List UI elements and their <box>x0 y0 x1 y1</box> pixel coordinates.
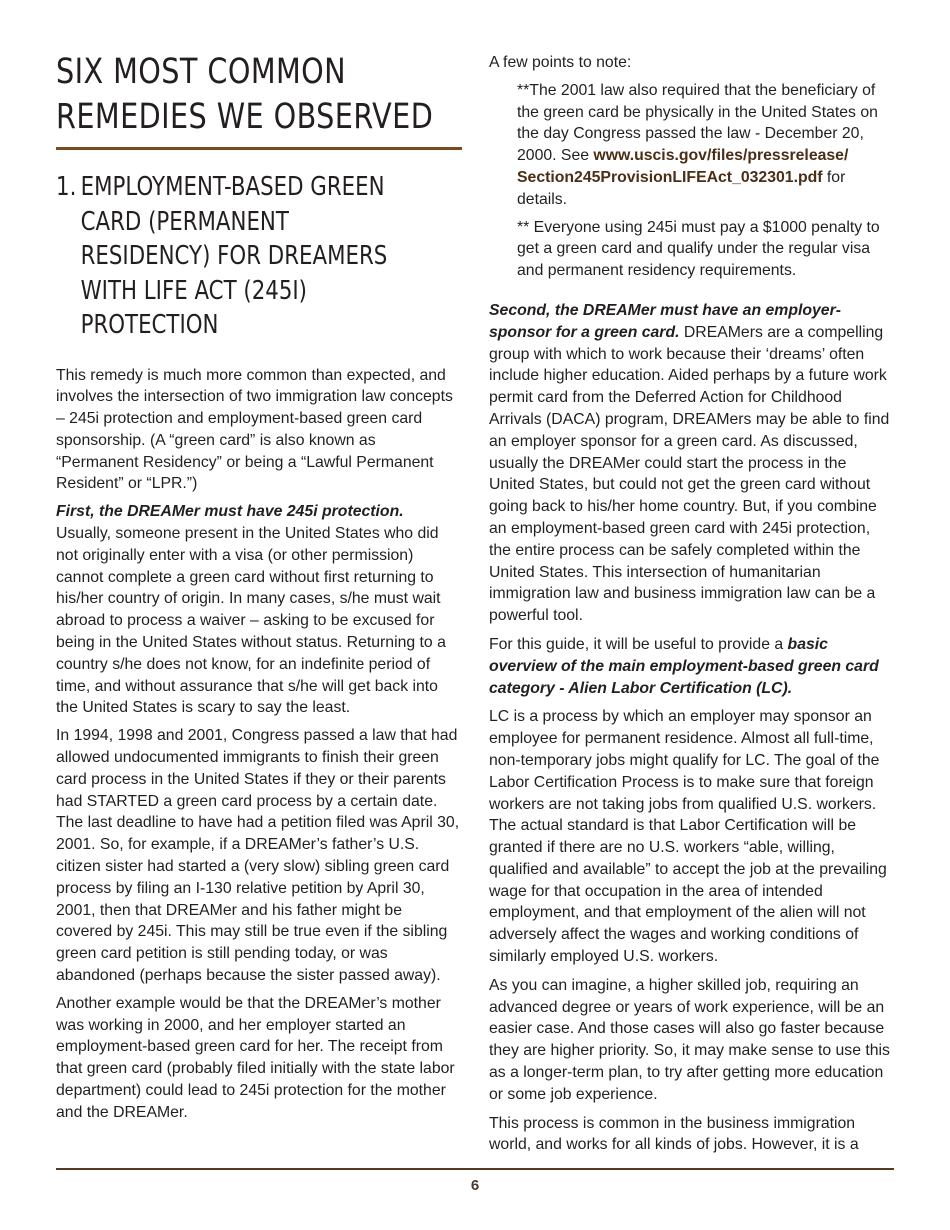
left-column <box>56 50 462 1124</box>
note-2001-law-text: **The 2001 law also required that the beneficiary of the green card be physically in the United States on the day Congress passed the law - December 20, 2000. See <box>517 81 878 165</box>
paragraph-example: Another example would be that the DREAMer’s mother was working in 2000, and her employer started an employment-based green card for her. The receipt from that green card (probably filed initially with the state labor department) could lead to 245i protection for the mother and the DREAMer. <box>56 994 455 1121</box>
section-number: 1. <box>56 172 77 202</box>
paragraph-employer-sponsor-body: DREAMers are a compelling group with which to work because their ‘dreams’ often include higher education. Aided perhaps by a future work permit card from the Deferred Action for Childhood Arrivals (DACA) program, DREAMers may be able to find an employer sponsor for a green card. As discussed, usually the DREAMer could start the process in the United States, but could not get the green card without going back to his/her home country. But, if you combine an employment-based green card with 245i protection, the entire process can be safely completed within the United States. This intersection of humanitarian immigration law and business immigration law can be a powerful tool. <box>489 323 890 625</box>
title-divider <box>56 147 462 150</box>
paragraph-intro: This remedy is much more common than expected, and involves the intersection of two immigration law concepts – 245i protection and employment-based green card sponsorship. (A “green card” is also known as “Permanent Residency” or being a “Lawful Permanent Resident” or “LPR.”) <box>56 366 453 493</box>
paragraph-guide-text: For this guide, it will be useful to provide a <box>489 635 788 653</box>
note-2001-law <box>489 80 893 211</box>
note-penalty: ** Everyone using 245i must pay a $1000 penalty to get a green card and qualify under the regular visa and permanent residency requirements. <box>517 218 880 280</box>
paragraph-employer-sponsor <box>489 300 893 627</box>
paragraph-imagine: As you can imagine, a higher skilled job, requiring an advanced degree or years of work experience, will be an easier case. And those cases will also go faster because they are higher priority. So, it may make sense to use this as a longer-term plan, to try after getting more education or some job experience. <box>489 976 890 1103</box>
paragraph-process: This process is common in the business immigration world, and works for all kinds of jobs. However, it is a <box>489 1114 859 1154</box>
paragraph-guide <box>489 634 893 699</box>
paragraph-lc: LC is a process by which an employer may sponsor an employee for permanent residence. Almost all full-time, non-temporary jobs might qualify for LC. The goal of the Labor Certification Process is to make sure that foreign workers are not taking jobs from qualified U.S. workers. The actual standard is that Labor Certification will be granted if there are no U.S. workers “able, willing, qualified and available” to accept the job at the prevailing wage for that occupation in the area of intended employment, and that employment of the alien will not adversely affect the wages and working conditions of similarly employed U.S. workers. <box>489 708 887 966</box>
paragraph-congress: In 1994, 1998 and 2001, Congress passed a law that had allowed undocumented immigrants to finish their green card process in the United States if they or their parents had STARTED a green card process by a certain date. The last deadline to have had a petition filed was April 30, 2001. So, for example, if a DREAMer’s father’s U.S. citizen sister had started a (very slow) sibling green card process by filing an I-130 relative petition by April 30, 2001, then that DREAMer and his father might be covered by 245i. This may still be true even if the sibling green card petition is still pending today, or was abandoned (perhaps because the sister passed away). <box>56 727 460 985</box>
paragraph-245i-body: Usually, someone present in the United States who did not originally enter with a visa (or other permission) cannot complete a green card without first returning to his/her country of origin. In many cases, s/he must wait abroad to process a waiver – asking to be excused for being in the United States without status. Returning to a country s/he does not know, for an indefinite period of time, and without assurance that s/he will get back into the United States is scary to say the least. <box>56 525 446 717</box>
page-number: 6 <box>470 1177 480 1194</box>
uscis-link[interactable]: www.uscis.gov/files/pressrelease/ Section245ProvisionLIFEAct_032301.pdf <box>517 147 849 186</box>
paragraph-245i-lead: First, the DREAMer must have 245i protection. <box>56 503 404 521</box>
paragraph-guide-emphasis: basic overview of the main employment-based green card category - Alien Labor Certification (LC). <box>489 635 879 697</box>
paragraph-245i <box>56 501 462 719</box>
page-title: SIX MOST COMMON REMEDIES WE OBSERVED <box>56 52 434 137</box>
footer-divider <box>56 1168 894 1170</box>
section-heading <box>56 170 462 343</box>
note-2001-law-tail: for details. <box>517 168 846 208</box>
points-intro: A few points to note: <box>489 54 632 71</box>
paragraph-employer-sponsor-lead: Second, the DREAMer must have an employer-sponsor for a green card. <box>489 301 842 341</box>
right-column <box>489 52 893 1156</box>
section-heading-text: EMPLOYMENT-BASED GREEN CARD (PERMANENT RESIDENCY) FOR DREAMERS WITH LIFE ACT (245I) PROTECTION <box>80 172 388 340</box>
